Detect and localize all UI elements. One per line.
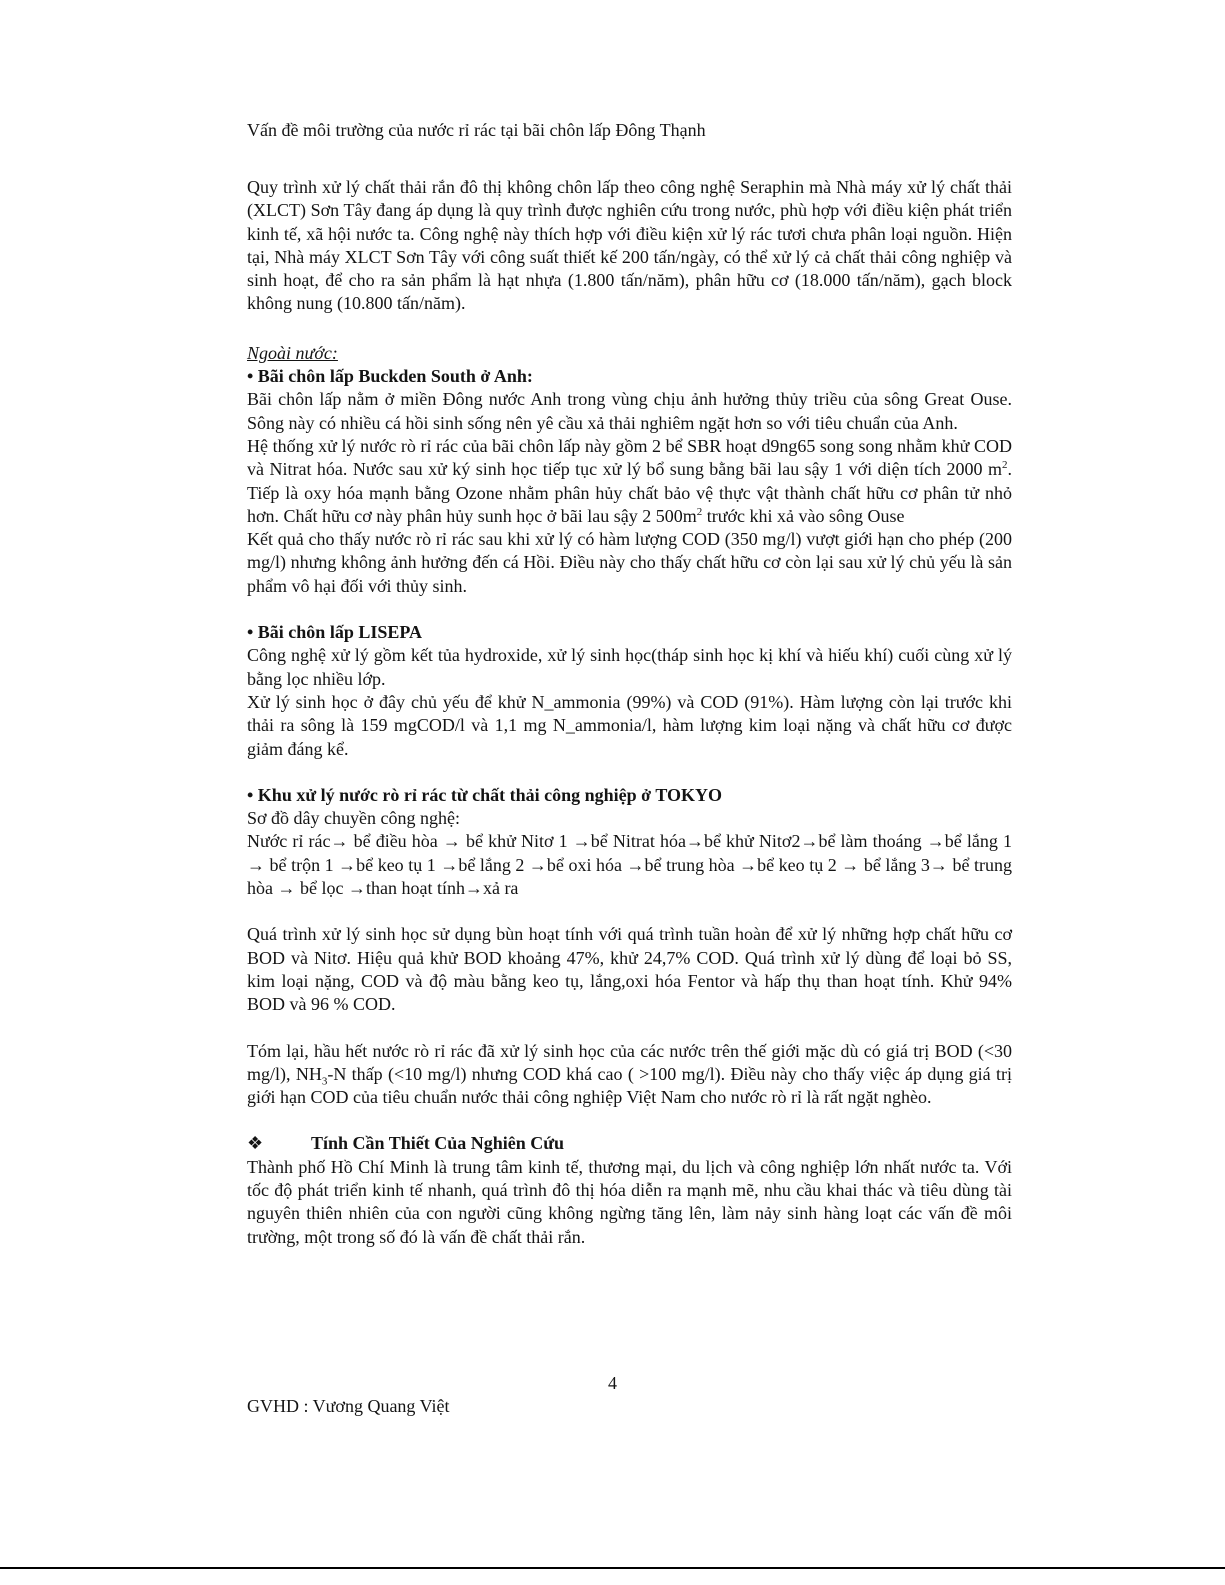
buckden-paragraph-2 [247, 435, 1012, 528]
buckden-paragraph-3: Kết quả cho thấy nước rò rỉ rác sau khi xử lý có hàm lượng COD (350 mg/l) vượt giới hạn cho phép (200 mg/l) nhưng không ảnh hưởng đến cá Hồi. Điều này cho thấy chất hữu cơ còn lại sau xử lý chủ yếu là sản phẩm vô hại đối với thủy sinh. [247, 529, 1012, 596]
document-body [247, 176, 1012, 1249]
text-run: Tóm lại, hầu hết nước rò rỉ rác đã xử lý sinh học của các nước trên thế giới mặc dù có giá trị BOD (<30 mg/l), NH [247, 1040, 1012, 1084]
text-run: -N thấp (<10 mg/l) nhưng COD khá cao ( >100 mg/l). Điều này cho thấy việc áp dụng giá trị giới hạn COD của tiêu chuẩn nước thải công nghiệp Việt Nam cho nước rò rỉ là rất ngặt nghèo. [247, 1063, 1012, 1108]
text-run: Hệ thống xử lý nước rò rỉ rác của bãi chôn lấp này gồm 2 bể SBR hoạt d9ng65 song song nhằm khử COD và Nitrat hóa. Nước sau xử ký sinh học tiếp tục xử lý bổ sung bằng bãi lau sậy 1 với diện tích 2000 m [247, 435, 1012, 480]
necessity-paragraph: Thành phố Hồ Chí Minh là trung tâm kinh tế, thương mại, du lịch và công nghiệp lớn nhất nước ta. Với tốc độ phát triển kinh tế nhanh, quá trình đô thị hóa diễn ra mạnh mẽ, nhu cầu khai thác và tiêu dùng tài nguyên thiên nhiên của con người cũng không ngừng tăng lên, làm nảy sinh hàng loạt các vấn đề môi trường, một trong số đó là vấn đề chất thải rắn. [247, 1156, 1012, 1247]
diamond-bullet-icon: ❖ [247, 1133, 264, 1154]
page-footer: GVHD : Vương Quang Việt [247, 1396, 450, 1416]
superscript: 2 [1002, 459, 1008, 472]
lisepa-paragraph-2: Xử lý sinh học ở đây chủ yếu để khử N_ammonia (99%) và COD (91%). Hàm lượng còn lại trước khi thải ra sông là 159 mgCOD/l và 1,1 mg N_ammonia/l, hàm lượng kim loại nặng và chất hữu cơ được giảm đáng kể. [247, 691, 1012, 759]
tokyo-paragraph-1: Sơ đồ dây chuyền công nghệ: [247, 808, 460, 829]
buckden-paragraph-1: Bãi chôn lấp nằm ở miền Đông nước Anh trong vùng chịu ảnh hưởng thủy triều của sông Great Ouse. Sông này có nhiều cá hồi sinh sống nên yê cầu xả thải nghiêm ngặt hơn so với tiêu chuẩn của Anh. [247, 389, 1012, 433]
lisepa-paragraph-1: Công nghệ xử lý gồm kết tủa hydroxide, xử lý sinh học(tháp sinh học kị khí và hiếu khí) cuối cùng xử lý bằng lọc nhiều lớp. [247, 645, 1012, 689]
summary-paragraph [247, 1040, 1012, 1110]
tokyo-process-chain: Nước rỉ rác→ bể điều hòa → bể khử Nitơ 1 →bể Nitrat hóa→bể khử Nitơ2→bể làm thoáng →bể lắng 1 → bể trộn 1 →bể keo tụ 1 →bể lắng 2 →bể oxi hóa →bể trung hòa →bể keo tụ 2 → bể lắng 3→ bể trung hòa → bể lọc →than hoạt tính→xả ra [247, 831, 1012, 899]
section-heading-buckden: • Bãi chôn lấp Buckden South ở Anh: [247, 366, 533, 387]
heading-text: Tính Cần Thiết Của Nghiên Cứu [311, 1133, 565, 1154]
intro-paragraph: Quy trình xử lý chất thải rắn đô thị không chôn lấp theo công nghệ Seraphin mà Nhà máy xử lý chất thải (XLCT) Sơn Tây đang áp dụng là quy trình được nghiên cứu trong nước, phù hợp với điều kiện phát triển kinh tế, xã hội nước ta. Công nghệ này thích hợp với điều kiện xử lý rác tươi chưa phân loại nguồn. Hiện tại, Nhà máy XLCT Sơn Tây với công suất thiết kế 200 tấn/ngày, có thể xử lý cả chất thải công nghiệp và sinh hoạt, để cho ra sản phẩm là hạt nhựa (1.800 tấn/năm), phân hữu cơ (18.000 tấn/năm), gạch block không nung (10.800 tấn/năm). [247, 177, 1012, 314]
subscript: 3 [321, 1075, 328, 1088]
text-run: trước khi xả vào sông Ouse [702, 505, 905, 526]
section-heading-necessity [247, 1132, 1012, 1155]
bottom-border [0, 1567, 1225, 1569]
section-heading-tokyo: • Khu xử lý nước rò rỉ rác từ chất thải công nghiệp ở TOKYO [247, 784, 722, 805]
superscript: 2 [696, 505, 703, 518]
page-number: 4 [608, 1373, 617, 1393]
tokyo-paragraph-3: Quá trình xử lý sinh học sử dụng bùn hoạt tính với quá trình tuần hoàn để xử lý những hợp chất hữu cơ BOD và Nitơ. Hiệu quả khử BOD khoảng 47%, khử 24,7% COD. Quá trình xử lý dùng để loại bỏ SS, kim loại nặng, COD và độ màu bằng keo tụ, lắng,oxi hóa Fentor và hấp thụ than hoạt tính. Khử 94% BOD và 96 % COD. [247, 924, 1012, 1015]
abroad-heading: Ngoài nước: [247, 342, 338, 363]
page-header: Vấn đề môi trường của nước rỉ rác tại bãi chôn lấp Đông Thạnh [247, 120, 706, 140]
section-heading-lisepa: • Bãi chôn lấp LISEPA [247, 622, 423, 643]
text-run: . Tiếp là oxy hóa mạnh bằng Ozone nhằm phân hủy chất bảo vệ thực vật thành chất hữu cơ phân tử nhỏ hơn. Chất hữu cơ này phân hủy sunh học ở bãi lau sậy 2 500m [247, 459, 1012, 526]
